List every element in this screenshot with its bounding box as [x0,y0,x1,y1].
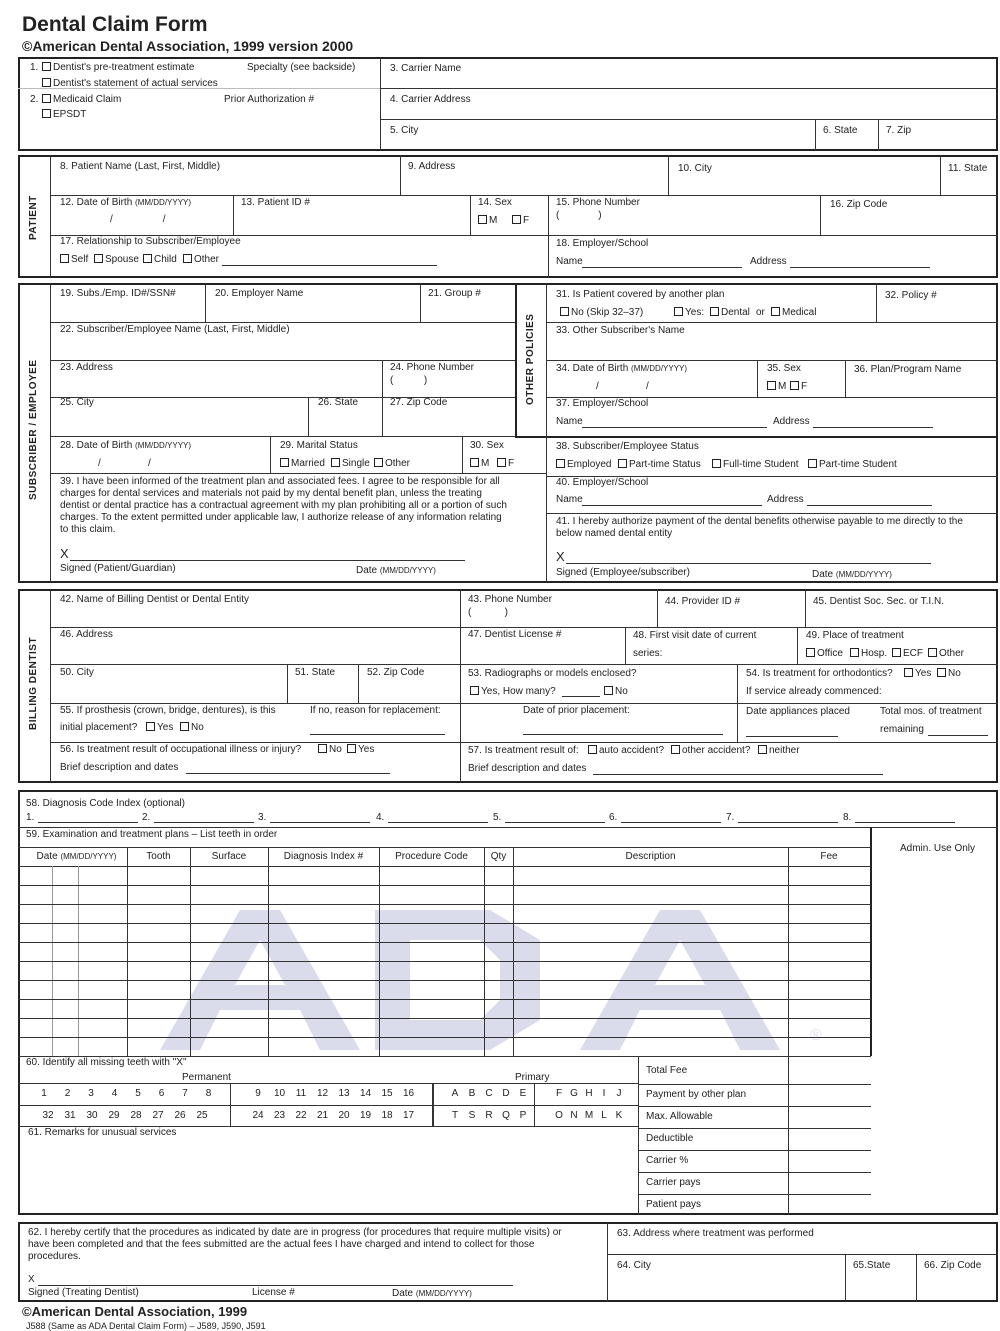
total-months-label: Total mos. of treatment [880,706,982,717]
patient-phone-field[interactable]: 15. Phone Number [556,197,640,208]
provider-id-field[interactable]: 44. Provider ID # [665,596,741,607]
tooth-5[interactable]: 5 [135,1088,141,1099]
other-employer-label: 37. Employer/School [556,398,649,409]
patient-state-field[interactable]: 11. State [948,163,988,174]
form-subtitle: ©American Dental Association, 1999 version 2000 [22,38,354,54]
primary-tooth-J[interactable]: J [616,1088,622,1099]
orthodontics-label: 54. Is treatment for orthodontics? [746,668,893,679]
total-label-1: Payment by other plan [646,1089,747,1100]
tooth-15[interactable]: 15 [381,1088,393,1099]
group-number-field[interactable]: 21. Group # [428,288,481,299]
treatment-row[interactable] [18,943,871,961]
first-visit-series-label: series: [633,648,663,659]
treatment-row[interactable] [18,1019,871,1037]
relationship-spouse-checkbox[interactable]: Spouse [94,254,139,266]
primary-tooth-E[interactable]: E [519,1088,527,1099]
first-visit-date-field[interactable]: 48. First visit date of current [633,630,757,641]
dentist-signature-date-field[interactable]: Date (MM/DD/YYYY) [392,1288,472,1299]
diagnosis-code-3-field[interactable] [270,822,370,823]
footer-copyright: ©American Dental Association, 1999 [22,1304,248,1319]
treatment-state-field[interactable]: 65.State [853,1260,891,1271]
patient-section-label: PATIENT [28,195,39,240]
relationship-self-checkbox[interactable]: Self [60,254,88,266]
radiographs-yes-checkbox[interactable]: Yes, How many? [470,686,556,698]
occupational-injury-label: 56. Is treatment result of occupational illness or injury? [60,744,302,755]
diagnosis-code-1-label: 1. [26,812,35,823]
subscriber-dob-field[interactable]: 28. Date of Birth (MM/DD/YYYY) [60,440,192,451]
remarks-field[interactable]: 61. Remarks for unusual services [28,1127,177,1138]
billing-dentist-section-label: BILLING DENTIST [28,636,39,730]
patient-zip-field[interactable]: 16. Zip Code [830,199,888,210]
tooth-2[interactable]: 2 [64,1088,71,1099]
diagnosis-code-5-field[interactable] [505,822,605,823]
marital-status-label: 29. Marital Status [280,440,358,451]
tooth-10[interactable]: 10 [273,1088,286,1099]
billing-state-field[interactable]: 51. State [295,667,336,678]
tooth-19[interactable]: 19 [359,1110,372,1121]
tooth-24[interactable]: 24 [252,1110,264,1121]
billing-phone-field[interactable]: 43. Phone Number [468,594,552,605]
relationship-other-checkbox[interactable]: Other [183,254,219,266]
authorization-text-line-3: dentist or dental practice has a contractual agreement with my plan prohibiting all or a portion of such [60,500,507,511]
total-value-3[interactable] [789,1129,871,1149]
epsdt-checkbox[interactable]: EPSDT [42,109,86,121]
marital-single-checkbox[interactable]: Single [331,458,370,470]
primary-tooth-P[interactable]: P [519,1110,527,1121]
primary-tooth-N[interactable]: N [570,1110,578,1121]
total-value-1[interactable] [789,1085,871,1105]
total-value-0[interactable] [789,1061,871,1081]
tooth-1[interactable]: 1 [41,1088,47,1099]
permanent-teeth-label: Permanent [182,1072,231,1083]
tooth-13[interactable]: 13 [338,1088,350,1099]
primary-tooth-F[interactable]: F [555,1088,563,1099]
total-value-5[interactable] [789,1173,871,1193]
treatment-row[interactable] [18,1000,871,1018]
treatment-zip-field[interactable]: 66. Zip Code [924,1260,982,1271]
carrier-state-field[interactable]: 6. State [823,125,858,136]
treatment-row[interactable] [18,981,871,999]
employer-40-name-field[interactable]: Name [556,494,583,505]
diagnosis-code-6-label: 6. [609,812,618,823]
other-plan-no-checkbox[interactable]: No (Skip 32–37) [560,307,643,319]
billing-dentist-name-field[interactable]: 42. Name of Billing Dentist or Dental Entity [60,594,249,605]
diagnosis-code-4-label: 4. [376,812,385,823]
occupational-no-checkbox[interactable]: No [318,744,342,756]
tooth-3[interactable]: 3 [88,1088,94,1099]
auto-accident-checkbox[interactable]: auto accident? [588,745,664,757]
neither-accident-checkbox[interactable]: neither [758,745,800,757]
employer-name-field[interactable]: 20. Employer Name [215,288,304,299]
prior-authorization-label: Prior Authorization # [224,94,315,105]
patient-id-field[interactable]: 13. Patient ID # [241,197,310,208]
diagnosis-code-2-field[interactable] [154,822,254,823]
form-title: Dental Claim Form [22,13,208,36]
carrier-address-field[interactable]: 4. Carrier Address [390,94,471,105]
primary-tooth-I[interactable]: I [602,1088,606,1099]
actual-services-checkbox[interactable]: Dentist's statement of actual services [42,78,218,90]
certification-text-line-3: procedures. [28,1251,81,1262]
other-plan-yes-checkbox[interactable]: Yes: [674,307,704,319]
column-header-1: Tooth [146,851,171,862]
other-plan-medical-checkbox[interactable]: Medical [771,307,816,319]
primary-tooth-G[interactable]: G [570,1088,578,1099]
authorization-text-line-1: 39. I have been informed of the treatment plan and associated fees. I agree to be responsible for all [60,476,500,487]
other-subscriber-sex-label: 35. Sex [767,363,801,374]
dentist-license-signature-field[interactable]: License # [252,1287,295,1298]
radiographs-no-checkbox[interactable]: No [604,686,628,698]
diagnosis-code-7-label: 7. [726,812,735,823]
marital-married-checkbox[interactable]: Married [280,458,325,470]
payment-authorization-line-2: below named dental entity [556,528,673,539]
marital-other-checkbox[interactable]: Other [374,458,410,470]
tooth-11[interactable]: 11 [295,1088,307,1099]
dentist-signature-field[interactable]: Signed (Treating Dentist) [28,1287,139,1298]
initial-placement-label: initial placement? [60,722,138,733]
other-plan-dental-checkbox[interactable]: Dental [710,307,750,319]
status-part-time-checkbox[interactable]: Part-time Status [618,459,701,471]
subscriber-city-field[interactable]: 25. City [60,397,94,408]
column-header-4: Procedure Code [395,851,468,862]
diagnosis-code-5-label: 5. [493,812,502,823]
diagnosis-code-4-field[interactable] [388,822,488,823]
primary-tooth-D[interactable]: D [502,1088,510,1099]
patient-employer-label: 18. Employer/School [556,238,649,249]
subscriber-address-field[interactable]: 23. Address [60,362,113,373]
patient-sex-label: 14. Sex [478,197,512,208]
patient-dob-field[interactable]: 12. Date of Birth (MM/DD/YYYY) [60,197,192,208]
diagnosis-code-1-field[interactable] [38,822,138,823]
treatment-row[interactable] [18,962,871,980]
total-value-4[interactable] [789,1151,871,1171]
plan-program-name-field[interactable]: 36. Plan/Program Name [854,364,962,375]
column-header-7: Fee [820,851,838,862]
employee-signature-date-field[interactable]: Date (MM/DD/YYYY) [812,569,892,580]
initial-placement-no-checkbox[interactable]: No [180,722,204,734]
pretreatment-estimate-checkbox[interactable]: Dentist's pre-treatment estimate [42,62,194,74]
service-commenced-label: If service already commenced: [746,686,882,697]
primary-tooth-S[interactable]: S [468,1110,476,1121]
tooth-29[interactable]: 29 [108,1110,120,1121]
patient-address-field[interactable]: 9. Address [408,161,456,172]
other-employer-address-field[interactable]: Address [773,416,810,427]
tooth-32[interactable]: 32 [42,1110,54,1121]
tooth-30[interactable]: 30 [86,1110,98,1121]
subscriber-section-label: SUBSCRIBER / EMPLOYEE [28,359,39,500]
dentist-license-field[interactable]: 47. Dentist License # [468,629,562,640]
diagnosis-code-3-label: 3. [258,812,267,823]
tooth-17[interactable]: 17 [402,1110,415,1121]
place-office-checkbox[interactable]: Office [806,648,843,660]
watermark-registered-mark: ® [810,1027,822,1044]
tooth-20[interactable]: 20 [338,1110,350,1121]
tooth-18[interactable]: 18 [381,1110,393,1121]
radiographs-label: 53. Radiographs or models enclosed? [468,668,637,679]
carrier-zip-field[interactable]: 7. Zip [886,125,912,136]
place-hosp-checkbox[interactable]: Hosp. [850,648,887,660]
primary-tooth-C[interactable]: C [485,1088,493,1099]
footer-form-number: J588 (Same as ADA Dental Claim Form) – J589, J590, J591 [26,1321,266,1331]
other-plan-label: 31. Is Patient covered by another plan [556,289,725,300]
primary-tooth-L[interactable]: L [601,1110,607,1121]
orthodontics-yes-checkbox[interactable]: Yes [904,668,931,680]
treatment-plan-label: 59. Examination and treatment plans – List teeth in order [26,829,278,840]
primary-tooth-R[interactable]: R [485,1110,493,1121]
policy-number-field[interactable]: 32. Policy # [885,290,937,301]
place-other-checkbox[interactable]: Other [928,648,964,660]
total-value-6[interactable] [789,1195,871,1215]
carrier-city-field[interactable]: 5. City [390,125,419,136]
prosthesis-label: 55. If prosthesis (crown, bridge, dentures), is this [60,705,276,716]
subscriber-sex-m-checkbox[interactable]: M [470,458,489,470]
initial-placement-yes-checkbox[interactable]: Yes [146,722,173,734]
treatment-row[interactable] [18,1038,871,1056]
status-part-time-student-checkbox[interactable]: Part-time Student [808,459,897,471]
column-header-3: Diagnosis Index # [283,851,364,862]
tooth-6[interactable]: 6 [158,1088,165,1099]
authorization-text-line-2: charges for dental services and materials not paid by my dental benefit plan, unless the treating [60,488,482,499]
certification-text-line-1: 62. I hereby certify that the procedures as indicated by date are in progress (for procedures that require multiple visits) or [28,1227,562,1238]
patient-signature-field[interactable]: Signed (Patient/Guardian) [60,563,176,574]
tooth-7[interactable]: 7 [182,1088,188,1099]
treatment-row[interactable] [18,886,871,904]
primary-tooth-O[interactable]: O [555,1110,563,1121]
patient-name-field[interactable]: 8. Patient Name (Last, First, Middle) [60,161,221,172]
status-full-time-student-checkbox[interactable]: Full-time Student [712,459,799,471]
medicaid-claim-checkbox[interactable]: Medicaid Claim [42,94,121,106]
billing-address-field[interactable]: 46. Address [60,629,113,640]
tooth-21[interactable]: 21 [316,1110,329,1121]
accident-description-field[interactable]: Brief description and dates [468,763,587,774]
remaining-months-field[interactable]: remaining [880,724,924,735]
total-label-2: Max. Allowable [646,1111,713,1122]
treatment-address-field[interactable]: 63. Address where treatment was performed [617,1228,814,1239]
other-accident-checkbox[interactable]: other accident? [671,745,750,757]
total-label-6: Patient pays [646,1199,702,1210]
total-label-5: Carrier pays [646,1177,701,1188]
patient-employer-address-field[interactable]: Address [750,256,787,267]
tooth-9[interactable]: 9 [255,1088,261,1099]
total-label-4: Carrier % [646,1155,689,1166]
diagnosis-code-2-label: 2. [142,812,151,823]
replacement-reason-field[interactable]: If no, reason for replacement: [310,705,441,716]
authorization-text-line-4: charges. To the extent permitted under applicable law, I authorize release of any information relating [60,512,502,523]
authorization-text-line-5: to this claim. [60,524,116,535]
subscriber-id-field[interactable]: 19. Subs./Emp. ID#/SSN# [60,288,176,299]
billing-zip-field[interactable]: 52. Zip Code [367,667,425,678]
total-label-3: Deductible [646,1133,694,1144]
patient-sex-m-checkbox[interactable]: M [478,215,497,227]
column-header-2: Surface [211,851,247,862]
relationship-child-checkbox[interactable]: Child [143,254,177,266]
diagnosis-code-6-field[interactable] [621,822,721,823]
primary-tooth-B[interactable]: B [468,1088,476,1099]
other-sex-f-checkbox[interactable]: F [790,381,807,393]
patient-signature-x: X [60,546,69,561]
status-employed-checkbox[interactable]: Employed [556,459,611,471]
column-header-0: Date (MM/DD/YYYY) [36,851,117,862]
patient-employer-name-field[interactable]: Name [556,256,583,267]
orthodontics-no-checkbox[interactable]: No [937,668,961,680]
patient-city-field[interactable]: 10. City [678,163,712,174]
appliances-placed-date-field[interactable]: Date appliances placed [746,706,850,717]
treatment-row[interactable] [18,905,871,923]
occupational-yes-checkbox[interactable]: Yes [347,744,374,756]
primary-tooth-A[interactable]: A [451,1088,459,1099]
total-label-0: Total Fee [646,1065,688,1076]
billing-city-field[interactable]: 50. City [60,667,94,678]
primary-tooth-K[interactable]: K [615,1110,623,1121]
employee-signature-x: X [556,549,565,564]
other-sex-m-checkbox[interactable]: M [767,381,786,393]
diagnosis-code-7-field[interactable] [738,822,838,823]
diagnosis-index-label: 58. Diagnosis Code Index (optional) [26,798,185,809]
subscriber-phone-field[interactable]: 24. Phone Number [390,362,474,373]
diagnosis-code-8-field[interactable] [855,822,955,823]
primary-teeth-label: Primary [515,1072,550,1083]
tooth-25[interactable]: 25 [196,1110,208,1121]
relationship-label: 17. Relationship to Subscriber/Employee [60,236,241,247]
primary-tooth-Q[interactable]: Q [502,1110,510,1121]
specialty-label: Specialty (see backside) [247,62,356,73]
treatment-row[interactable] [18,867,871,885]
tooth-14[interactable]: 14 [359,1088,372,1099]
subscriber-zip-field[interactable]: 27. Zip Code [390,397,448,408]
tooth-27[interactable]: 27 [152,1110,164,1121]
tooth-28[interactable]: 28 [130,1110,142,1121]
tooth-23[interactable]: 23 [273,1110,286,1121]
place-of-treatment-label: 49. Place of treatment [806,630,904,641]
other-policies-section-label: OTHER POLICIES [525,313,536,405]
tooth-22[interactable]: 22 [295,1110,307,1121]
total-value-2[interactable] [789,1107,871,1127]
employer-40-address-field[interactable]: Address [767,494,804,505]
patient-signature-date-field[interactable]: Date (MM/DD/YYYY) [356,565,436,576]
tooth-16[interactable]: 16 [402,1088,415,1099]
treatment-city-field[interactable]: 64. City [617,1260,651,1271]
prior-placement-date-field[interactable]: Date of prior placement: [523,705,630,716]
field-1-number: 1. [30,62,39,73]
field-2-number: 2. [30,94,39,105]
column-header-6: Description [625,851,676,862]
subscriber-name-field[interactable]: 22. Subscriber/Employee Name (Last, First, Middle) [60,324,290,335]
tooth-31[interactable]: 31 [64,1110,76,1121]
tooth-8[interactable]: 8 [205,1088,212,1099]
treatment-row[interactable] [18,924,871,942]
primary-tooth-H[interactable]: H [585,1088,593,1099]
payment-authorization-line-1: 41. I hereby authorize payment of the dental benefits otherwise payable to me directly to the [556,516,963,527]
carrier-name-field[interactable]: 3. Carrier Name [390,63,462,74]
subscriber-state-field[interactable]: 26. State [318,397,359,408]
primary-tooth-T[interactable]: T [451,1110,459,1121]
diagnosis-code-8-label: 8. [843,812,852,823]
subscriber-status-label: 38. Subscriber/Employee Status [556,441,699,452]
missing-teeth-label: 60. Identify all missing teeth with "X" [26,1057,187,1068]
accident-label: 57. Is treatment result of: [468,745,579,756]
admin-use-only-label: Admin. Use Only [900,843,976,854]
other-employer-name-field[interactable]: Name [556,416,583,427]
other-plan-or-label: or [756,307,765,318]
tooth-12[interactable]: 12 [316,1088,329,1099]
tooth-26[interactable]: 26 [174,1110,186,1121]
subscriber-sex-label: 30. Sex [470,440,504,451]
occupational-description-field[interactable]: Brief description and dates [60,762,179,773]
subscriber-sex-f-checkbox[interactable]: F [497,458,514,470]
column-header-5: Qty [490,851,507,862]
employee-signature-field[interactable]: Signed (Employee/subscriber) [556,567,690,578]
employer-school-40-label: 40. Employer/School [556,477,649,488]
place-ecf-checkbox[interactable]: ECF [892,648,923,660]
dentist-signature-x: X [28,1274,35,1285]
patient-sex-f-checkbox[interactable]: F [512,215,529,227]
dentist-ssn-tin-field[interactable]: 45. Dentist Soc. Sec. or T.I.N. [813,596,944,607]
other-subscriber-name-field[interactable]: 33. Other Subscriber's Name [556,325,685,336]
other-subscriber-dob-field[interactable]: 34. Date of Birth (MM/DD/YYYY) [556,363,688,374]
tooth-4[interactable]: 4 [111,1088,118,1099]
certification-text-line-2: have been completed and that the fees submitted are the actual fees I have charged and intend to collect for those [28,1239,535,1250]
primary-tooth-M[interactable]: M [584,1110,594,1121]
